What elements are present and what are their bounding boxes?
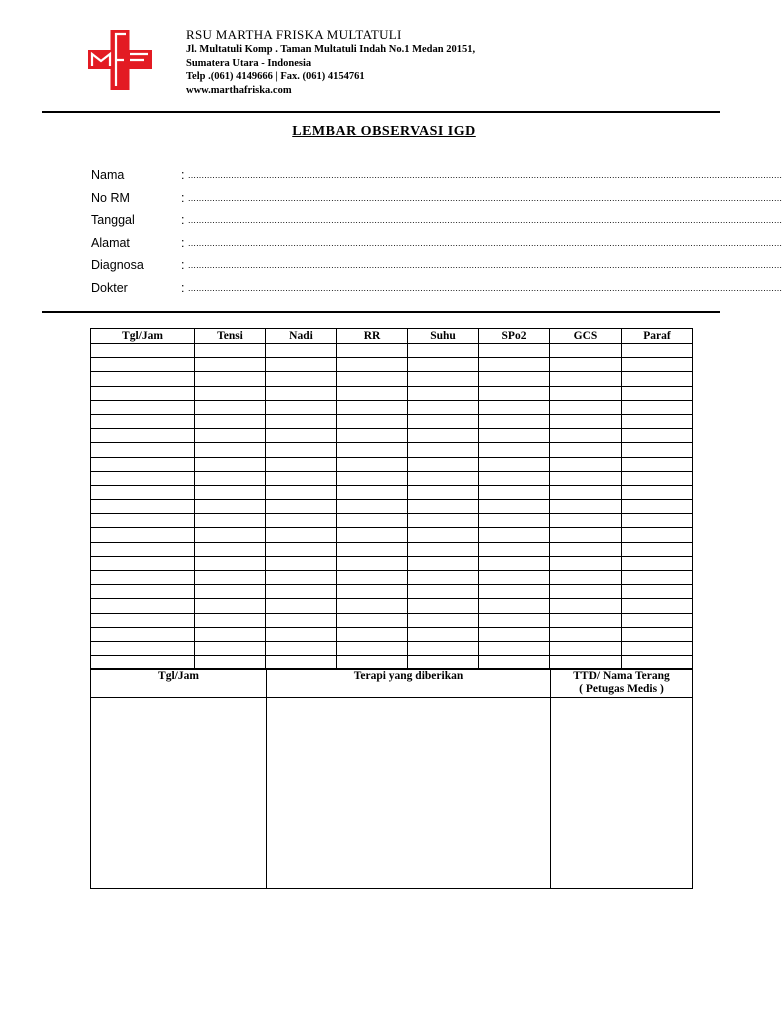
table-cell[interactable]	[91, 358, 195, 372]
table-cell[interactable]	[266, 613, 337, 627]
ttd-label: TTD/ Nama Terang	[573, 670, 670, 682]
table-cell[interactable]	[195, 514, 266, 528]
table-cell[interactable]	[337, 429, 408, 443]
field-label: Tanggal	[91, 213, 135, 228]
table-cell[interactable]	[550, 641, 622, 655]
table-cell[interactable]	[622, 358, 693, 372]
field-label: No RM	[91, 190, 130, 205]
table-row	[91, 571, 693, 585]
table-cell[interactable]	[266, 485, 337, 499]
table-cell[interactable]	[195, 471, 266, 485]
table-cell[interactable]	[408, 627, 479, 641]
field-fill-line[interactable]: ............................................................................................................................................................................................................................	[188, 282, 782, 293]
table-cell[interactable]	[195, 528, 266, 542]
table-cell[interactable]	[266, 599, 337, 613]
table-cell[interactable]	[266, 514, 337, 528]
table-cell[interactable]	[91, 542, 195, 556]
table-cell[interactable]	[622, 528, 693, 542]
table-cell[interactable]	[91, 528, 195, 542]
table-row	[91, 429, 693, 443]
table-cell[interactable]	[337, 372, 408, 386]
table-cell[interactable]	[550, 400, 622, 414]
page-title: LEMBAR OBSERVASI IGD	[292, 124, 476, 139]
table-cell[interactable]	[550, 500, 622, 514]
table-cell[interactable]	[408, 585, 479, 599]
table-cell[interactable]	[622, 429, 693, 443]
table-cell[interactable]	[479, 528, 550, 542]
table-cell[interactable]	[408, 414, 479, 428]
table-cell[interactable]	[408, 571, 479, 585]
table-cell[interactable]	[479, 556, 550, 570]
table-cell[interactable]	[91, 585, 195, 599]
table-cell[interactable]	[408, 471, 479, 485]
table-cell[interactable]	[195, 571, 266, 585]
table-cell[interactable]	[195, 641, 266, 655]
table-row	[91, 414, 693, 428]
table-cell[interactable]	[550, 627, 622, 641]
table-cell[interactable]	[622, 414, 693, 428]
table-cell[interactable]	[337, 457, 408, 471]
table-row	[91, 485, 693, 499]
table-cell[interactable]	[550, 585, 622, 599]
table-cell[interactable]	[91, 556, 195, 570]
table-cell[interactable]	[195, 599, 266, 613]
col-header-tgl-jam: Tgl/Jam	[91, 329, 195, 344]
field-fill-line[interactable]: ............................................................................................................................................................................................................................	[188, 215, 782, 226]
table-row	[91, 400, 693, 414]
table-cell[interactable]	[408, 528, 479, 542]
field-fill-line[interactable]: ............................................................................................................................................................................................................................	[188, 260, 782, 271]
table-cell[interactable]	[266, 585, 337, 599]
table-cell[interactable]	[550, 514, 622, 528]
table-cell[interactable]	[337, 641, 408, 655]
field-row-alamat	[91, 235, 782, 259]
table-cell[interactable]	[622, 443, 693, 457]
table-cell[interactable]	[550, 443, 622, 457]
therapy-col-terapi: Terapi yang diberikan	[267, 669, 551, 698]
table-cell[interactable]	[408, 386, 479, 400]
table-cell[interactable]	[337, 556, 408, 570]
table-row	[91, 641, 693, 655]
col-header-gcs: GCS	[550, 329, 622, 344]
table-cell[interactable]	[479, 571, 550, 585]
table-cell[interactable]	[408, 556, 479, 570]
field-colon: :	[181, 190, 185, 205]
table-cell[interactable]	[408, 485, 479, 499]
table-cell[interactable]	[622, 344, 693, 358]
table-row	[91, 542, 693, 556]
table-cell[interactable]	[408, 358, 479, 372]
table-cell[interactable]	[479, 386, 550, 400]
table-cell[interactable]	[91, 414, 195, 428]
table-cell[interactable]	[550, 485, 622, 499]
table-cell[interactable]	[266, 372, 337, 386]
table-cell[interactable]	[91, 514, 195, 528]
table-cell[interactable]	[408, 641, 479, 655]
table-cell[interactable]	[91, 613, 195, 627]
table-cell[interactable]	[550, 386, 622, 400]
table-cell[interactable]	[622, 514, 693, 528]
table-cell[interactable]	[408, 599, 479, 613]
table-cell[interactable]	[479, 542, 550, 556]
field-row-tanggal	[91, 213, 782, 236]
col-header-suhu: Suhu	[408, 329, 479, 344]
table-cell[interactable]	[195, 372, 266, 386]
table-cell[interactable]	[266, 471, 337, 485]
table-cell[interactable]	[550, 599, 622, 613]
table-cell[interactable]	[195, 358, 266, 372]
table-cell[interactable]	[622, 500, 693, 514]
table-row	[91, 344, 693, 358]
table-cell[interactable]	[479, 372, 550, 386]
table-cell[interactable]	[91, 599, 195, 613]
table-cell[interactable]	[91, 344, 195, 358]
address-line-1: Jl. Multatuli Komp . Taman Multatuli Indah No.1 Medan 20151,	[186, 44, 476, 55]
header-divider	[42, 111, 720, 113]
table-cell[interactable]	[195, 556, 266, 570]
col-header-tensi: Tensi	[195, 329, 266, 344]
hospital-logo	[88, 30, 152, 90]
table-cell[interactable]	[479, 457, 550, 471]
table-cell[interactable]	[622, 542, 693, 556]
table-cell[interactable]	[195, 344, 266, 358]
table-cell[interactable]	[91, 641, 195, 655]
table-cell[interactable]	[550, 457, 622, 471]
table-cell[interactable]	[337, 358, 408, 372]
table-cell[interactable]	[195, 414, 266, 428]
website: www.marthafriska.com	[186, 84, 292, 96]
table-cell[interactable]	[266, 457, 337, 471]
table-row	[91, 599, 693, 613]
table-cell[interactable]	[266, 556, 337, 570]
table-cell[interactable]	[195, 429, 266, 443]
table-cell[interactable]	[622, 485, 693, 499]
table-cell[interactable]	[622, 457, 693, 471]
table-row	[91, 457, 693, 471]
table-cell[interactable]	[195, 400, 266, 414]
table-cell[interactable]	[622, 571, 693, 585]
field-colon: :	[181, 235, 185, 250]
table-cell[interactable]	[337, 485, 408, 499]
field-colon: :	[181, 213, 185, 228]
table-row	[91, 443, 693, 457]
table-cell[interactable]	[408, 542, 479, 556]
observation-header-row	[91, 329, 693, 344]
table-cell[interactable]	[622, 400, 693, 414]
therapy-signature-cell[interactable]	[551, 698, 693, 889]
field-colon: :	[181, 258, 185, 273]
table-cell[interactable]	[91, 400, 195, 414]
table-row	[91, 627, 693, 641]
org-name: RSU MARTHA FRISKA MULTATULI	[186, 27, 402, 42]
field-label: Dokter	[91, 280, 128, 295]
table-cell[interactable]	[550, 556, 622, 570]
table-row	[91, 556, 693, 570]
table-cell[interactable]	[266, 627, 337, 641]
table-cell[interactable]	[479, 514, 550, 528]
table-cell[interactable]	[337, 400, 408, 414]
table-cell[interactable]	[266, 443, 337, 457]
table-cell[interactable]	[266, 641, 337, 655]
table-cell[interactable]	[408, 400, 479, 414]
table-cell[interactable]	[91, 500, 195, 514]
table-cell[interactable]	[408, 514, 479, 528]
table-cell[interactable]	[479, 613, 550, 627]
table-cell[interactable]	[550, 613, 622, 627]
table-cell[interactable]	[91, 485, 195, 499]
table-cell[interactable]	[337, 514, 408, 528]
table-cell[interactable]	[195, 542, 266, 556]
table-cell[interactable]	[266, 429, 337, 443]
table-cell[interactable]	[266, 542, 337, 556]
table-cell[interactable]	[550, 471, 622, 485]
table-cell[interactable]	[479, 429, 550, 443]
table-cell[interactable]	[195, 485, 266, 499]
field-label: Alamat	[91, 235, 130, 250]
table-cell[interactable]	[91, 443, 195, 457]
field-row-nama	[91, 168, 782, 191]
table-cell[interactable]	[479, 500, 550, 514]
table-row	[91, 372, 693, 386]
table-cell[interactable]	[408, 500, 479, 514]
therapy-table	[90, 668, 693, 889]
patient-info-fields	[91, 168, 782, 304]
table-row	[91, 358, 693, 372]
table-cell[interactable]	[195, 585, 266, 599]
table-cell[interactable]	[622, 386, 693, 400]
table-row	[91, 500, 693, 514]
field-colon: :	[181, 168, 185, 182]
table-cell[interactable]	[195, 443, 266, 457]
table-cell[interactable]	[550, 429, 622, 443]
table-cell[interactable]	[550, 542, 622, 556]
table-cell[interactable]	[479, 641, 550, 655]
table-row	[91, 471, 693, 485]
table-cell[interactable]	[91, 471, 195, 485]
table-row	[91, 528, 693, 542]
table-cell[interactable]	[337, 613, 408, 627]
table-cell[interactable]	[622, 372, 693, 386]
table-cell[interactable]	[337, 585, 408, 599]
phone-fax-line: Telp .(061) 4149666 | Fax. (061) 4154761	[186, 71, 365, 82]
observation-table	[90, 328, 693, 670]
table-cell[interactable]	[266, 358, 337, 372]
therapy-date-cell[interactable]	[91, 698, 267, 889]
table-row	[91, 613, 693, 627]
table-cell[interactable]	[479, 400, 550, 414]
table-cell[interactable]	[550, 372, 622, 386]
table-row	[91, 386, 693, 400]
table-cell[interactable]	[550, 358, 622, 372]
table-cell[interactable]	[266, 414, 337, 428]
field-label: Diagnosa	[91, 258, 144, 273]
col-header-rr: RR	[337, 329, 408, 344]
table-cell[interactable]	[622, 556, 693, 570]
table-cell[interactable]	[91, 457, 195, 471]
table-cell[interactable]	[91, 571, 195, 585]
table-cell[interactable]	[195, 457, 266, 471]
organization-info	[186, 28, 475, 99]
field-fill-line[interactable]: ............................................................................................................................................................................................................................	[188, 170, 782, 180]
table-cell[interactable]	[266, 400, 337, 414]
table-cell[interactable]	[91, 627, 195, 641]
table-row	[91, 585, 693, 599]
table-cell[interactable]	[550, 344, 622, 358]
table-cell[interactable]	[266, 571, 337, 585]
table-cell[interactable]	[622, 613, 693, 627]
field-colon: :	[181, 280, 185, 295]
therapy-header-row	[91, 669, 693, 698]
table-cell[interactable]	[266, 528, 337, 542]
table-cell[interactable]	[479, 471, 550, 485]
table-cell[interactable]	[337, 344, 408, 358]
therapy-content-cell[interactable]	[267, 698, 551, 889]
table-cell[interactable]	[337, 471, 408, 485]
therapy-col-tgl-jam: Tgl/Jam	[91, 669, 267, 698]
table-cell[interactable]	[622, 471, 693, 485]
table-cell[interactable]	[408, 344, 479, 358]
table-cell[interactable]	[479, 443, 550, 457]
table-cell[interactable]	[266, 386, 337, 400]
table-cell[interactable]	[408, 372, 479, 386]
table-cell[interactable]	[337, 627, 408, 641]
table-cell[interactable]	[337, 443, 408, 457]
col-header-paraf: Paraf	[622, 329, 693, 344]
section-divider	[42, 311, 720, 313]
field-row-diagnosa	[91, 258, 782, 281]
table-cell[interactable]	[408, 429, 479, 443]
table-cell[interactable]	[622, 641, 693, 655]
table-cell[interactable]	[408, 457, 479, 471]
table-cell[interactable]	[91, 386, 195, 400]
table-cell[interactable]	[479, 358, 550, 372]
field-fill-line[interactable]: ............................................................................................................................................................................................................................	[188, 237, 782, 248]
table-cell[interactable]	[91, 372, 195, 386]
table-cell[interactable]	[479, 344, 550, 358]
table-cell[interactable]	[337, 500, 408, 514]
table-cell[interactable]	[408, 443, 479, 457]
table-cell[interactable]	[195, 627, 266, 641]
table-cell[interactable]	[337, 571, 408, 585]
table-cell[interactable]	[479, 414, 550, 428]
table-cell[interactable]	[622, 599, 693, 613]
table-cell[interactable]	[337, 599, 408, 613]
table-cell[interactable]	[550, 571, 622, 585]
table-cell[interactable]	[479, 599, 550, 613]
petugas-label: ( Petugas Medis )	[579, 683, 664, 695]
table-cell[interactable]	[408, 613, 479, 627]
table-cell[interactable]	[266, 344, 337, 358]
table-cell[interactable]	[479, 585, 550, 599]
table-cell[interactable]	[622, 585, 693, 599]
table-cell[interactable]	[337, 528, 408, 542]
therapy-entry-row	[91, 698, 693, 889]
table-cell[interactable]	[195, 613, 266, 627]
table-cell[interactable]	[622, 627, 693, 641]
field-fill-line[interactable]: ............................................................................................................................................................................................................................	[188, 192, 782, 203]
table-cell[interactable]	[479, 627, 550, 641]
col-header-nadi: Nadi	[266, 329, 337, 344]
field-row-no-rm	[91, 190, 782, 214]
field-row-dokter	[91, 280, 782, 304]
table-cell[interactable]	[337, 414, 408, 428]
col-header-spo2: SPo2	[479, 329, 550, 344]
table-cell[interactable]	[195, 386, 266, 400]
table-cell[interactable]	[550, 414, 622, 428]
table-cell[interactable]	[266, 500, 337, 514]
table-cell[interactable]	[91, 429, 195, 443]
table-cell[interactable]	[337, 386, 408, 400]
table-cell[interactable]	[195, 500, 266, 514]
table-cell[interactable]	[479, 485, 550, 499]
field-label: Nama	[91, 168, 125, 182]
table-row	[91, 514, 693, 528]
table-cell[interactable]	[337, 542, 408, 556]
address-line-2: Sumatera Utara - Indonesia	[186, 57, 312, 69]
table-cell[interactable]	[550, 528, 622, 542]
therapy-col-ttd	[551, 669, 693, 698]
